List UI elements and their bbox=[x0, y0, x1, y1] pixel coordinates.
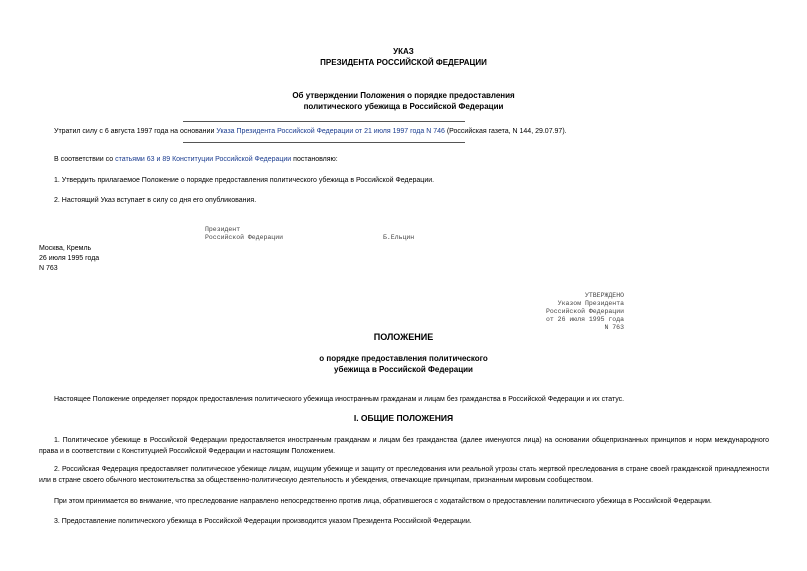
divider-top bbox=[183, 121, 465, 122]
decree-title-line1: Об утверждении Положения о порядке предоставления bbox=[292, 91, 515, 100]
decree-header-line1: УКАЗ bbox=[393, 47, 414, 56]
decree-title-line2: политического убежища в Российской Федерации bbox=[303, 102, 504, 111]
approval-line1: УТВЕРЖДЕНО bbox=[584, 292, 624, 299]
signature-name: Б.Ельцин bbox=[383, 234, 415, 241]
signature-position-line1: Президент bbox=[205, 226, 241, 233]
decree-header-line2: ПРЕЗИДЕНТА РОССИЙСКОЙ ФЕДЕРАЦИИ bbox=[320, 58, 487, 67]
approval-line2: Указом Президента bbox=[557, 300, 624, 307]
regulation-subtitle-line2: убежища в Российской Федерации bbox=[334, 365, 473, 374]
decree-item-1: 1. Утвердить прилагаемое Положение о порядке предоставления политического убежища в Российской Федерации. bbox=[54, 177, 435, 184]
place: Москва, Кремль bbox=[39, 245, 92, 252]
repeal-note bbox=[54, 126, 567, 137]
section-1-paragraph-1: 1. Политическое убежище в Российской Федерации предоставляется иностранным гражданам и лицам без гражданства (далее именуются лица) на основании общепризнанных принципов и норм международного права и в соответствии с Конституцией Российской Федерации и настоящим Положением. bbox=[39, 437, 769, 455]
regulation-intro: Настоящее Положение определяет порядок предоставления политического убежища иностранным гражданам и лицам без гражданства в Российской Федерации и их статус. bbox=[54, 396, 625, 403]
approval-line5: N 763 bbox=[604, 324, 624, 331]
divider-bottom bbox=[183, 142, 465, 143]
date: 26 июля 1995 года bbox=[39, 255, 100, 262]
section-1-paragraph-3: При этом принимается во внимание, что преследование направлено непосредственно против лица, обратившегося с ходатайством о предоставлении политического убежища в Российской Федерации. bbox=[54, 498, 712, 505]
decree-item-2: 2. Настоящий Указ вступает в силу со дня его опубликования. bbox=[54, 197, 257, 204]
approval-line4: от 26 июля 1995 года bbox=[545, 316, 624, 323]
repeal-prefix: Утратил силу с 6 августа 1997 года на основании bbox=[54, 128, 215, 135]
section-1-heading: I. ОБЩИЕ ПОЛОЖЕНИЯ bbox=[353, 413, 454, 423]
regulation-heading: ПОЛОЖЕНИЕ bbox=[373, 332, 434, 342]
section-1-paragraph-2: 2. Российская Федерация предоставляет политическое убежище лицам, ищущим убежище и защиту от преследования или реальной угрозы стать жертвой преследования в стране своей гражданской принадлежности или в стране своего обычного местожительства за общественно-политическую деятельность и убеждения, отвечающие принципам, признанным мировым сообществом. bbox=[39, 466, 769, 484]
repeal-link[interactable]: Указа Президента Российской Федерации от 21 июля 1997 года N 746 bbox=[216, 128, 445, 135]
constitution-link[interactable]: статьями 63 и 89 Конституции Российской Федерации bbox=[115, 156, 292, 163]
regulation-subtitle-line1: о порядке предоставления политического bbox=[319, 354, 488, 363]
approval-line3: Российской Федерации bbox=[545, 308, 624, 315]
decree-number: N 763 bbox=[39, 265, 58, 272]
signature-position-line2: Российской Федерации bbox=[205, 234, 284, 241]
repeal-suffix: (Российская газета, N 144, 29.07.97). bbox=[446, 128, 567, 135]
preamble bbox=[54, 154, 338, 165]
section-1-paragraph-4: 3. Предоставление политического убежища в Российской Федерации производится указом Президента Российской Федерации. bbox=[54, 518, 472, 525]
preamble-prefix: В соответствии со bbox=[54, 156, 114, 163]
preamble-suffix: постановляю: bbox=[293, 156, 338, 163]
